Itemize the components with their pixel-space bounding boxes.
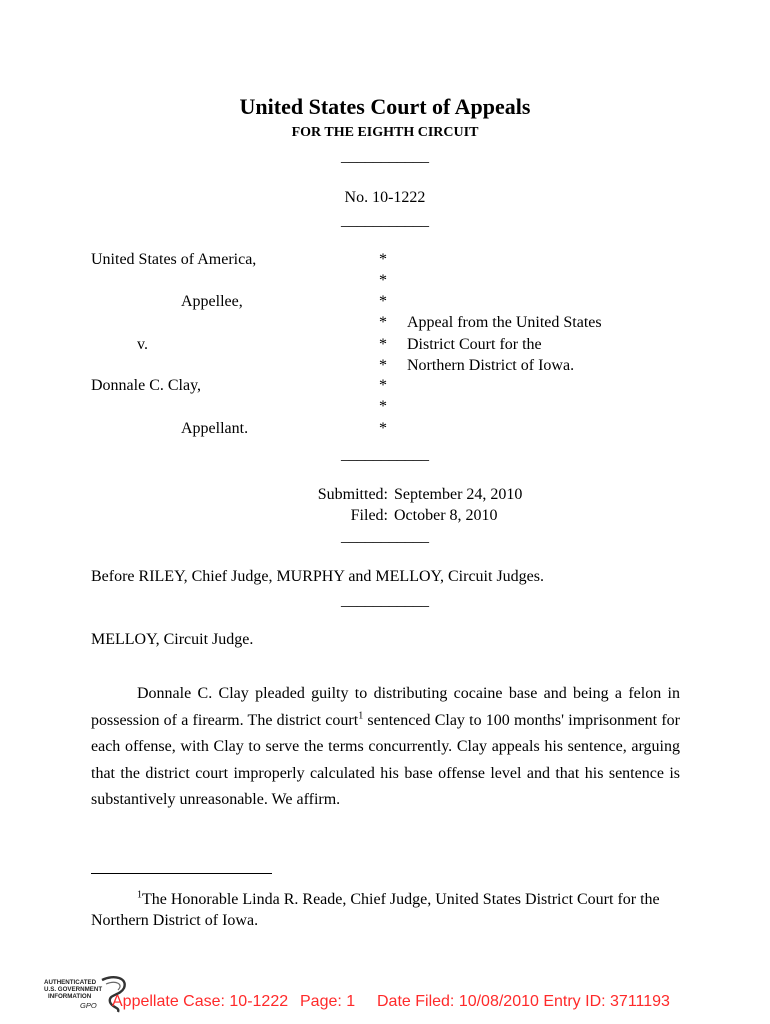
- defendant-name: Donnale C. Clay,: [91, 377, 202, 394]
- circuit-name: FOR THE EIGHTH CIRCUIT: [291, 125, 479, 140]
- caption-star: *: [379, 357, 387, 374]
- gpo-seal-mark: GPO: [80, 1001, 97, 1010]
- footnote: [91, 889, 680, 931]
- separator-rule: ___________: [341, 528, 429, 545]
- appeal-line: Appeal from the United States: [407, 314, 602, 331]
- case-number: No. 10-1222: [344, 189, 426, 206]
- separator-rule: ___________: [341, 212, 429, 229]
- footer-case-number: Appellate Case: 10-1222: [112, 993, 289, 1010]
- opinion-text-part2: sentenced Clay to 100 months' imprisonment for each offense, with Clay to serve the terms concurrently. Clay appeals his sentence, arguing that the district court improperly calculated his base offense level and that his sentence is substantively unreasonable. We affirm.: [91, 711, 681, 808]
- separator-rule: ___________: [341, 148, 429, 165]
- separator-rule: ___________: [341, 592, 429, 609]
- caption-star: *: [379, 336, 387, 353]
- defendant-role: Appellant.: [181, 420, 249, 437]
- court-title: United States Court of Appeals: [239, 94, 531, 119]
- footnote-reference[interactable]: 1: [358, 710, 364, 722]
- filed-date: October 8, 2010: [394, 507, 498, 524]
- footer-page-number: Page: 1: [300, 993, 356, 1010]
- caption-star: *: [379, 272, 387, 289]
- caption-star: *: [379, 377, 387, 394]
- versus-label: v.: [137, 336, 148, 353]
- gpo-seal-line2: U.S. GOVERNMENT: [44, 986, 103, 993]
- plaintiff-name: United States of America,: [91, 251, 257, 268]
- filed-label: Filed:: [350, 507, 388, 524]
- dates-block: [0, 484, 770, 526]
- caption-star: *: [379, 314, 387, 331]
- caption-star: *: [379, 420, 387, 437]
- footnote-marker: 1: [137, 889, 142, 901]
- appeal-line: Northern District of Iowa.: [407, 357, 575, 374]
- caption-star: *: [379, 293, 387, 310]
- opinion-author: MELLOY, Circuit Judge.: [91, 631, 254, 648]
- appeal-line: District Court for the: [407, 336, 542, 353]
- caption-star: *: [379, 398, 387, 415]
- gpo-seal-line3: INFORMATION: [48, 993, 92, 1000]
- caption-star: *: [379, 251, 387, 268]
- footer-filed-entry: Date Filed: 10/08/2010 Entry ID: 3711193: [377, 993, 670, 1010]
- submitted-label: Submitted:: [317, 486, 388, 503]
- footnote-divider: [91, 873, 272, 874]
- gpo-seal-line1: AUTHENTICATED: [44, 979, 97, 986]
- panel-line: Before RILEY, Chief Judge, MURPHY and MELLOY, Circuit Judges.: [91, 568, 544, 585]
- submitted-date: September 24, 2010: [394, 486, 523, 503]
- footnote-text: The Honorable Linda R. Reade, Chief Judge, United States District Court for the Northern District of Iowa.: [91, 891, 660, 929]
- separator-rule: ___________: [341, 446, 429, 463]
- opinion-text-part1: Donnale C. Clay pleaded guilty to distributing cocaine base and being a felon in possession of a firearm. The district court: [91, 685, 680, 729]
- opinion-paragraph: [91, 681, 680, 814]
- plaintiff-role: Appellee,: [181, 293, 243, 310]
